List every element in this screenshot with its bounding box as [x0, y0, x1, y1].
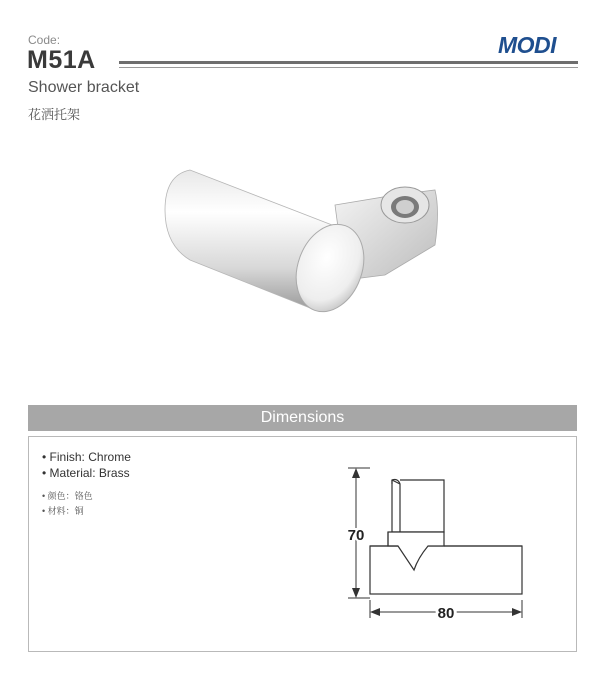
spec-item: • Finish: Chrome: [42, 450, 131, 464]
header-rule-thin: [119, 67, 578, 68]
spec-item-cn: • 颜色：铬色: [42, 491, 93, 501]
product-name-en: Shower bracket: [28, 79, 140, 96]
header-rule-thick: [119, 61, 578, 64]
dimension-height-label: 70: [347, 527, 365, 544]
spec-item-cn: • 材料：铜: [42, 506, 84, 516]
spec-list-cn: [42, 489, 93, 519]
product-code: M51A: [27, 46, 96, 74]
product-image: [150, 150, 450, 330]
dimension-drawing: [340, 462, 540, 627]
dimensions-header: Dimensions: [28, 405, 577, 431]
spec-list-en: [42, 449, 131, 481]
spec-item: • Material: Brass: [42, 466, 130, 480]
product-name-cn: 花洒托架: [28, 107, 81, 122]
brand-logo: MODI: [498, 32, 557, 58]
dimension-width-label: 80: [437, 605, 455, 622]
code-label: Code:: [28, 33, 61, 47]
